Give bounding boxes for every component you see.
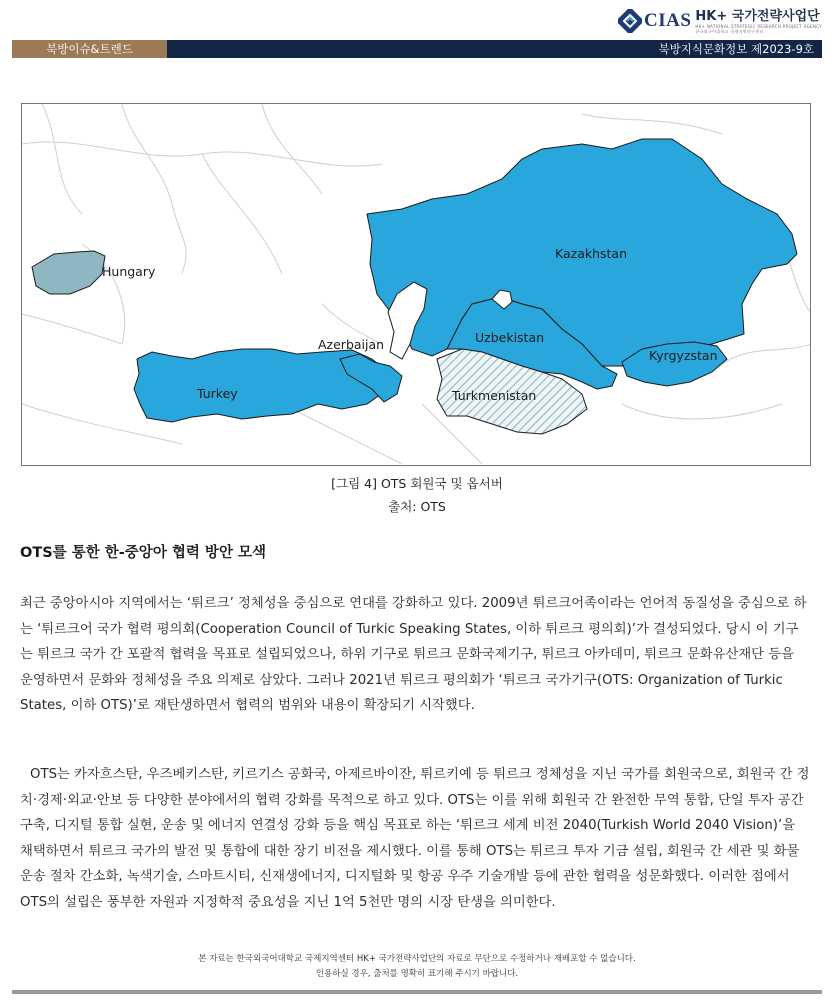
map-label-turkey: Turkey (197, 386, 238, 401)
footer-note-1: 본 자료는 한국외국어대학교 국제지역센터 HK+ 국가전략사업단의 자료로 무단으로 수정하거나 재배포할 수 없습니다. (198, 954, 636, 964)
logo-project-block (695, 9, 822, 34)
header-logo (618, 6, 822, 36)
map-label-turkmenistan: Turkmenistan (452, 388, 537, 403)
issue-label: 북방지식문화정보 제2023-9호 (658, 42, 814, 56)
figure-caption: [그림 4] OTS 회원국 및 옵서버 (331, 476, 503, 491)
project-sub-en: HK+ NATIONAL STRATEGIC RESEARCH PROJECT AGENCY (695, 23, 822, 29)
hungary-shape (32, 251, 105, 294)
header-bar (12, 40, 822, 58)
map-label-kazakhstan: Kazakhstan (555, 246, 628, 261)
footer-note-2: 인용하실 경우, 출처를 명확히 표기해 주시기 바랍니다. (315, 969, 519, 979)
map-label-uzbekistan: Uzbekistan (475, 330, 545, 345)
project-sub-ko: 한국외국어대학교 국제지역연구센터 (695, 28, 764, 34)
ots-member-map (21, 103, 811, 466)
paragraph-1: 최근 중앙아시아 지역에서는 ‘튀르크’ 정체성을 중심으로 연대를 강화하고 있다. 2009년 튀르크어족이라는 언어적 동질성을 중심으로 하는 ‘튀르크어 국가 협력 평의회(Cooperation Council of Turkic Speaking States, 이하 튀르크 평의회)’가 결성되었다. 당시 이 기구는 튀르크 국가 간 포괄적 협력을 목표로 설립되었으나, 하위 기구로 튀르크 문화국제기구, 튀르크 아카데미, 튀르크 문화유산재단 등을 운영하면서 문화와 정체성을 주요 의제로 삼았다. 그러나 2021년 튀르크 평의회가 ‘튀르크 국가기구(OTS: Organization of Turkic States, 이하 OTS)’로 재탄생하면서 협력의 범위와 내용이 확장되기 시작했다. (20, 596, 807, 713)
section-label: 북방이슈&트렌드 (12, 40, 167, 58)
bottom-rule (12, 990, 822, 994)
paragraph-2: OTS는 카자흐스탄, 우즈베키스탄, 키르기스 공화국, 아제르바이잔, 튀르키예 등 튀르크 정체성을 지닌 국가를 회원국으로, 회원국 간 정치·경제·외교·안보 등 다양한 분야에서의 협력 강화를 목적으로 하고 있다. OTS는 이를 위해 회원국 간 완전한 무역 통합, 단일 투자 공간 구축, 디지털 통합 실현, 운송 및 에너지 연결성 강화 등을 핵심 목표로 하는 ‘튀르크 세계 비전 2040(Turkish World 2040 Vision)’을 채택하면서 튀르크 국가의 발전 및 통합에 대한 장기 비전을 제시했다. 이를 통해 OTS는 튀르크 투자 기금 설립, 회원국 간 세관 및 화물 운송 절차 간소화, 녹색기술, 스마트시티, 신재생에너지, 디지털화 및 항공 우주 기술개발 등에 관한 협력을 성문화했다. 이러한 점에서 OTS의 설립은 풍부한 자원과 지정학적 중요성을 지닌 1억 5천만 명의 시장 탄생을 의미한다. (20, 767, 810, 910)
map-label-azerbaijan: Azerbaijan (318, 337, 385, 352)
section-title: OTS를 통한 한-중앙아 협력 방안 모색 (20, 545, 267, 561)
logo-text: CIAS (644, 10, 692, 31)
map-label-kyrgyzstan: Kyrgyzstan (649, 348, 718, 363)
project-name: HK+ 국가전략사업단 (695, 8, 820, 24)
figure-source: 출처: OTS (388, 499, 446, 514)
cias-logo-icon (618, 9, 642, 33)
map-label-hungary: Hungary (102, 264, 156, 279)
map-svg (22, 104, 811, 466)
